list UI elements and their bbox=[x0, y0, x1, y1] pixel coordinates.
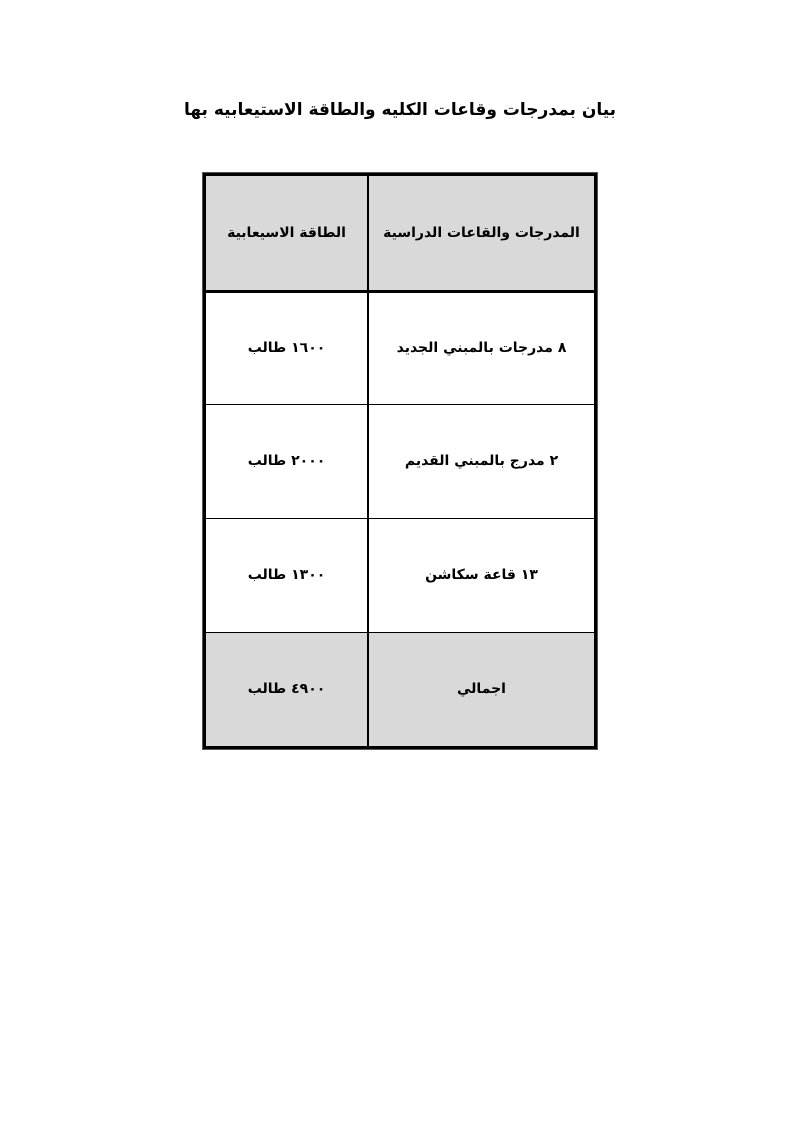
total-capacity: ٤٩٠٠ طالب bbox=[206, 632, 368, 746]
header-capacity: الطاقة الاسيعابية bbox=[206, 176, 368, 291]
total-label: اجمالي bbox=[368, 632, 594, 746]
row-capacity: ٢٠٠٠ طالب bbox=[206, 404, 368, 518]
table-row bbox=[206, 404, 594, 518]
row-capacity: ١٦٠٠ طالب bbox=[206, 291, 368, 404]
capacity-table bbox=[206, 176, 594, 746]
table-row bbox=[206, 291, 594, 404]
table-row bbox=[206, 518, 594, 632]
row-hall: ٨ مدرجات بالمبني الجديد bbox=[368, 291, 594, 404]
table-total-row bbox=[206, 632, 594, 746]
table-header-row bbox=[206, 176, 594, 291]
document-title: بيان بمدرجات وقاعات الكليه والطاقة الاستيعابيه بها bbox=[183, 100, 617, 120]
row-capacity: ١٣٠٠ طالب bbox=[206, 518, 368, 632]
row-hall: ٢ مدرج بالمبني القديم bbox=[368, 404, 594, 518]
table-frame bbox=[202, 172, 598, 750]
header-halls: المدرجات والقاعات الدراسية bbox=[368, 176, 594, 291]
row-hall: ١٣ قاعة سكاشن bbox=[368, 518, 594, 632]
